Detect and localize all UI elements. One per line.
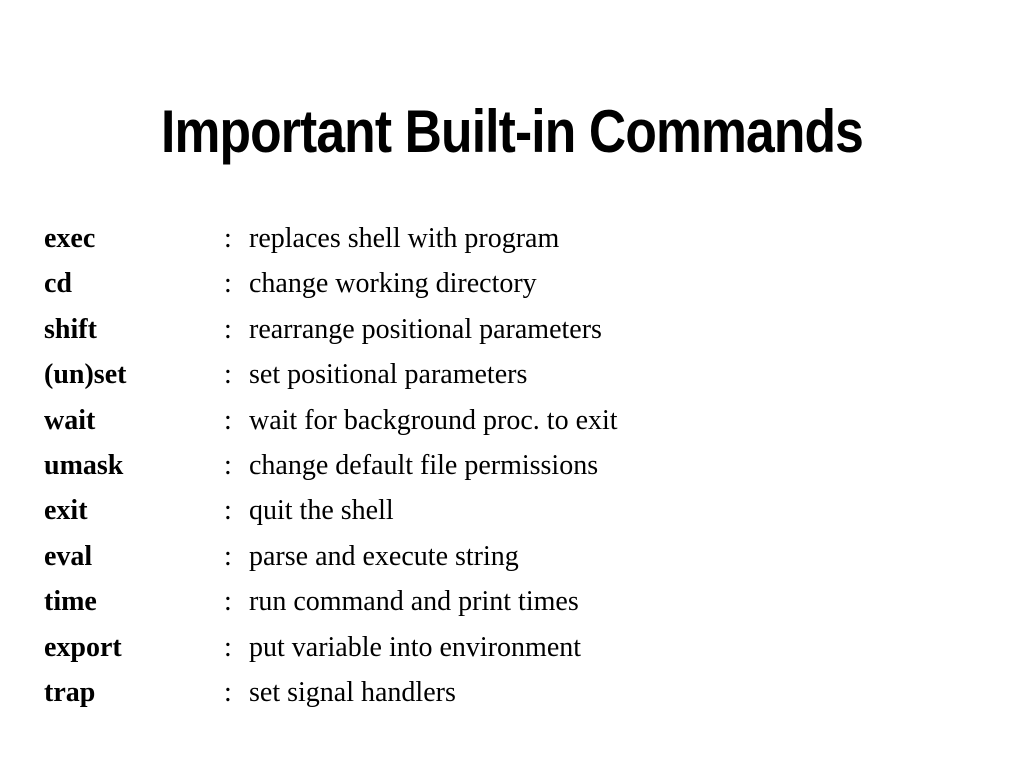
- command-description: change default file permissions: [249, 449, 599, 481]
- command-name: cd: [44, 268, 72, 300]
- command-row: [44, 261, 618, 306]
- separator: :: [224, 404, 232, 436]
- separator: :: [224, 631, 232, 663]
- separator: :: [224, 495, 232, 527]
- separator: :: [224, 449, 232, 481]
- command-description: run command and print times: [249, 586, 579, 618]
- command-name: eval: [44, 540, 93, 572]
- command-row: [44, 579, 618, 624]
- command-description: put variable into environment: [249, 631, 582, 663]
- separator: :: [224, 268, 232, 300]
- command-row: [44, 670, 618, 715]
- command-description: change working directory: [249, 268, 537, 300]
- command-list: [44, 216, 618, 715]
- command-name: export: [44, 631, 122, 663]
- command-row: [44, 307, 618, 352]
- command-row: [44, 216, 618, 261]
- command-name: exec: [44, 223, 96, 254]
- command-name: umask: [44, 449, 124, 481]
- command-row: [44, 352, 618, 397]
- command-name: (un)set: [44, 359, 127, 391]
- command-row: [44, 534, 618, 579]
- separator: :: [224, 540, 232, 572]
- command-description: wait for background proc. to exit: [249, 404, 618, 436]
- command-row: [44, 625, 618, 670]
- command-description: parse and execute string: [249, 540, 519, 572]
- separator: :: [224, 586, 232, 618]
- command-name: time: [44, 586, 97, 618]
- separator: :: [224, 359, 232, 391]
- command-name: wait: [44, 404, 96, 436]
- slide-title: Important Built-in Commands: [160, 98, 864, 165]
- command-description: rearrange positional parameters: [249, 313, 602, 345]
- command-row: [44, 443, 618, 488]
- command-description: replaces shell with program: [249, 223, 560, 254]
- separator: :: [224, 676, 232, 708]
- command-name: exit: [44, 495, 88, 527]
- separator: :: [224, 313, 232, 345]
- command-description: set signal handlers: [249, 676, 456, 708]
- command-row: [44, 488, 618, 533]
- command-name: shift: [44, 313, 97, 345]
- separator: :: [224, 223, 232, 254]
- command-description: quit the shell: [249, 495, 394, 527]
- command-description: set positional parameters: [249, 359, 528, 391]
- command-row: [44, 398, 618, 443]
- command-name: trap: [44, 676, 96, 708]
